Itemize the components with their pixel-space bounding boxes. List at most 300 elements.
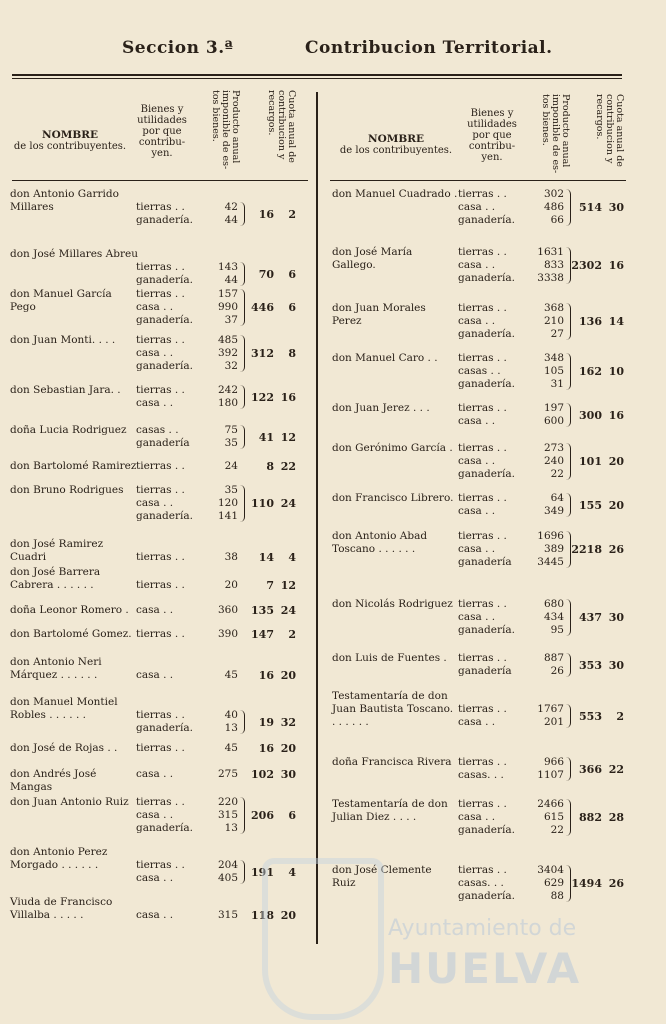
product-value: 27 xyxy=(550,328,564,340)
product-value: 485 xyxy=(217,334,238,346)
product-value: 390 xyxy=(217,628,238,640)
annual-quota xyxy=(568,259,624,272)
property-type: casa . . xyxy=(136,301,174,313)
product-value: 42 xyxy=(224,201,238,213)
contributor-name: don Gerónimo García . xyxy=(332,442,453,454)
property-types xyxy=(458,756,507,782)
annual-quota xyxy=(240,604,296,617)
property-types xyxy=(458,798,515,837)
product-value: 2466 xyxy=(537,798,564,810)
property-type: casa . . xyxy=(136,604,174,616)
quota-reales: 437 xyxy=(579,611,602,624)
property-type: ganadería. xyxy=(136,510,193,522)
property-types xyxy=(458,530,512,569)
quota-reales: 41 xyxy=(258,430,274,444)
taxable-products xyxy=(200,796,238,835)
taxable-products xyxy=(200,709,238,735)
property-type: ganadería. xyxy=(458,890,515,902)
product-value: 88 xyxy=(550,890,564,902)
quota-reales: 16 xyxy=(258,742,274,755)
product-value: 45 xyxy=(224,742,238,754)
property-type: ganadería. xyxy=(458,468,515,480)
header-nombre-left: NOMBRE de los contribuyentes. xyxy=(13,129,127,152)
product-value: 990 xyxy=(217,301,238,313)
watermark-line2: HUELVA xyxy=(388,944,582,993)
contributor-name: don Manuel Cuadrado . xyxy=(332,188,458,200)
property-type: tierras . . xyxy=(458,530,507,542)
property-type: ganadería. xyxy=(136,722,193,734)
quota-maravedis: 26 xyxy=(608,543,624,556)
product-value: 37 xyxy=(224,314,238,326)
annual-quota xyxy=(240,347,296,360)
product-value: 434 xyxy=(543,611,564,623)
annual-quota xyxy=(240,742,296,755)
property-type: casa . . xyxy=(458,716,496,728)
quota-maravedis: 20 xyxy=(608,455,624,468)
annual-quota xyxy=(240,768,296,781)
property-type: tierras . . xyxy=(458,598,507,610)
annual-quota xyxy=(240,628,296,641)
property-type: ganadería. xyxy=(136,822,193,834)
contributor-name: don Francisco Librero. xyxy=(332,492,454,504)
quota-reales: 191 xyxy=(251,865,274,879)
property-type: ganadería. xyxy=(458,378,515,390)
property-type: tierras . . xyxy=(458,302,507,314)
contributor-name: don Nicolás Rodriguez xyxy=(332,598,453,610)
taxable-products xyxy=(200,288,238,327)
property-type: casa . . xyxy=(136,909,174,921)
quota-maravedis: 4 xyxy=(288,865,296,879)
quota-maravedis: 20 xyxy=(280,669,296,682)
contributor-name: don José Clemente Ruiz xyxy=(332,864,432,889)
property-type: ganadería. xyxy=(458,624,515,636)
taxable-products xyxy=(526,442,564,481)
quota-reales: 16 xyxy=(258,207,274,221)
header-bienes-right: Bienes y utilidades por que contribu-yen. xyxy=(467,108,517,163)
taxable-products xyxy=(526,188,564,227)
quota-maravedis: 2 xyxy=(288,628,296,641)
quota-reales: 19 xyxy=(258,715,274,729)
property-type: casas. . . xyxy=(458,769,504,781)
quota-maravedis: 6 xyxy=(288,809,296,822)
product-value: 887 xyxy=(543,652,564,664)
product-value: 40 xyxy=(224,709,238,721)
property-types xyxy=(458,703,507,729)
contributor-name: don Sebastian Jara. . xyxy=(10,384,121,396)
product-value: 3404 xyxy=(537,864,564,876)
annual-quota xyxy=(568,611,624,624)
property-types xyxy=(136,334,193,373)
property-types xyxy=(136,909,173,922)
quota-maravedis: 30 xyxy=(608,611,624,624)
top-rule-thin xyxy=(12,78,622,79)
property-type: casa . . xyxy=(136,872,174,884)
property-type: tierras . . xyxy=(136,384,185,396)
property-type: ganadería. xyxy=(136,360,193,372)
property-type: casa . . xyxy=(458,259,496,271)
contributor-name: Viuda de Francisco Villalba . . . . . xyxy=(10,896,113,921)
property-types xyxy=(458,598,515,637)
section-number: Seccion 3.ª xyxy=(122,38,234,58)
quota-maravedis: 20 xyxy=(280,909,296,922)
property-types xyxy=(136,201,193,227)
taxable-products xyxy=(200,460,238,473)
taxable-products xyxy=(526,402,564,428)
quota-reales: 14 xyxy=(258,551,274,564)
quota-reales: 16 xyxy=(258,669,274,682)
contributor-name: Testamentaría de don Julian Diez . . . . xyxy=(332,798,448,823)
product-value: 486 xyxy=(543,201,564,213)
annual-quota xyxy=(240,497,296,510)
contributor-name: doña Francisca Rivera xyxy=(332,756,452,768)
taxable-products xyxy=(200,424,238,450)
contributor-name: don José Ramirez Cuadri xyxy=(10,538,104,563)
property-type: ganadería. xyxy=(458,272,515,284)
product-value: 1696 xyxy=(537,530,564,542)
quota-reales: 353 xyxy=(579,658,602,672)
property-types xyxy=(458,864,515,903)
taxable-products xyxy=(200,484,238,523)
product-value: 44 xyxy=(224,214,238,226)
property-types xyxy=(136,579,185,592)
product-value: 44 xyxy=(224,274,238,286)
contributor-name: don José Barrera Cabrera . . . . . . xyxy=(10,566,101,591)
contributor-name: don José de Rojas . . xyxy=(10,742,118,754)
quota-maravedis: 30 xyxy=(608,658,624,672)
property-type: ganadería xyxy=(458,556,512,568)
column-divider xyxy=(316,92,318,944)
header-bottom-rule-left xyxy=(12,180,308,181)
property-type: casas . . xyxy=(136,424,179,436)
property-type: casa . . xyxy=(458,543,496,555)
property-type: tierras . . xyxy=(136,288,185,300)
quota-maravedis: 26 xyxy=(608,877,624,890)
product-value: 360 xyxy=(217,604,238,616)
property-type: casa . . xyxy=(458,811,496,823)
taxable-products xyxy=(200,261,238,287)
property-types xyxy=(136,768,173,781)
taxable-products xyxy=(526,703,564,729)
annual-quota xyxy=(568,659,624,672)
contributor-name: don Juan Jerez . . . xyxy=(332,402,430,414)
top-rule xyxy=(12,74,622,76)
product-value: 13 xyxy=(224,822,238,834)
annual-quota xyxy=(568,409,624,422)
annual-quota xyxy=(568,710,624,723)
property-types xyxy=(136,261,193,287)
quota-reales: 366 xyxy=(579,762,602,776)
property-type: tierras . . xyxy=(458,652,507,664)
property-type: ganadería. xyxy=(458,824,515,836)
taxable-products xyxy=(200,551,238,564)
annual-quota xyxy=(568,365,624,378)
product-value: 273 xyxy=(543,442,564,454)
taxable-products xyxy=(526,492,564,518)
quota-maravedis: 30 xyxy=(608,201,624,214)
product-value: 45 xyxy=(224,669,238,681)
quota-reales: 122 xyxy=(251,390,274,404)
quota-maravedis: 6 xyxy=(288,267,296,281)
taxable-products xyxy=(526,798,564,837)
product-value: 66 xyxy=(550,214,564,226)
property-type: ganadería. xyxy=(136,214,193,226)
taxable-products xyxy=(200,334,238,373)
product-value: 3338 xyxy=(537,272,564,284)
taxable-products xyxy=(200,384,238,410)
product-value: 600 xyxy=(543,415,564,427)
product-value: 201 xyxy=(543,716,564,728)
quota-maravedis: 16 xyxy=(608,259,624,272)
header-cuota-right: Cuota anual de contribucion y recargos. xyxy=(594,94,625,167)
product-value: 220 xyxy=(217,796,238,808)
product-value: 24 xyxy=(224,460,238,472)
property-types xyxy=(458,652,512,678)
quota-reales: 2302 xyxy=(571,259,602,272)
taxable-products xyxy=(526,864,564,903)
product-value: 349 xyxy=(543,505,564,517)
quota-maravedis: 2 xyxy=(616,709,624,723)
property-type: tierras . . xyxy=(458,352,507,364)
product-value: 966 xyxy=(543,756,564,768)
product-value: 204 xyxy=(217,859,238,871)
property-type: casa . . xyxy=(458,415,496,427)
quota-maravedis: 14 xyxy=(608,315,624,328)
property-type: tierras . . xyxy=(136,484,185,496)
quota-reales: 514 xyxy=(579,201,602,214)
taxable-products xyxy=(526,246,564,285)
product-value: 26 xyxy=(550,665,564,677)
property-type: casas . . xyxy=(458,365,501,377)
property-types xyxy=(458,302,515,341)
property-type: tierras . . xyxy=(136,859,185,871)
quota-reales: 102 xyxy=(251,768,274,781)
quota-maravedis: 24 xyxy=(280,604,296,617)
quota-reales: 446 xyxy=(251,301,274,314)
contributor-name: don Juan Morales Perez xyxy=(332,302,426,327)
product-value: 368 xyxy=(543,302,564,314)
taxable-products xyxy=(526,352,564,391)
annual-quota xyxy=(240,716,296,729)
property-type: tierras . . xyxy=(136,201,185,213)
taxable-products xyxy=(200,628,238,641)
taxable-products xyxy=(200,201,238,227)
annual-quota xyxy=(568,877,624,890)
quota-maravedis: 8 xyxy=(288,347,296,360)
property-type: casa . . xyxy=(136,669,174,681)
property-type: casa . . xyxy=(136,768,174,780)
contributor-name: don Antonio Abad Toscano . . . . . . xyxy=(332,530,428,555)
taxable-products xyxy=(200,579,238,592)
product-value: 242 xyxy=(217,384,238,396)
quota-maravedis: 32 xyxy=(280,715,296,729)
product-value: 275 xyxy=(217,768,238,780)
property-type: casa . . xyxy=(458,505,496,517)
contributor-name: don Andrés José Mangas xyxy=(10,768,97,793)
property-type: ganadería xyxy=(136,437,190,449)
property-types xyxy=(458,352,515,391)
property-type: ganadería. xyxy=(136,314,193,326)
taxable-products xyxy=(526,652,564,678)
property-type: tierras . . xyxy=(458,756,507,768)
contributor-name: don Manuel García Pego xyxy=(10,288,112,313)
property-type: tierras . . xyxy=(136,709,185,721)
product-value: 348 xyxy=(543,352,564,364)
annual-quota xyxy=(240,551,296,564)
quota-reales: 312 xyxy=(251,347,274,360)
property-type: tierras . . xyxy=(136,579,185,591)
taxable-products xyxy=(200,669,238,682)
product-value: 75 xyxy=(224,424,238,436)
property-types xyxy=(458,188,515,227)
product-value: 105 xyxy=(543,365,564,377)
contributor-name: don Bruno Rodrigues xyxy=(10,484,124,496)
property-type: tierras . . xyxy=(458,864,507,876)
product-value: 197 xyxy=(543,402,564,414)
annual-quota xyxy=(240,579,296,592)
quota-reales: 110 xyxy=(251,497,274,510)
contributor-name: don Juan Antonio Ruiz xyxy=(10,796,129,808)
quota-maravedis: 20 xyxy=(280,742,296,755)
watermark-line1: Ayuntamiento de xyxy=(388,916,577,941)
property-type: tierras . . xyxy=(136,742,185,754)
header-cuota-left: Cuota anual de contribucion y recargos. xyxy=(266,90,297,163)
annual-quota xyxy=(568,499,624,512)
product-value: 20 xyxy=(224,579,238,591)
property-type: tierras . . xyxy=(458,402,507,414)
contributor-name: Testamentaría de don Juan Bautista Toscano. . . . . . . xyxy=(332,690,454,728)
quota-maravedis: 22 xyxy=(280,460,296,473)
quota-maravedis: 20 xyxy=(608,498,624,512)
taxable-products xyxy=(526,598,564,637)
annual-quota xyxy=(240,268,296,281)
property-type: casa . . xyxy=(136,347,174,359)
header-producto-right: Producto anual imponible de es-tos bienes. xyxy=(540,94,571,174)
product-value: 120 xyxy=(217,497,238,509)
product-value: 157 xyxy=(217,288,238,300)
quota-reales: 135 xyxy=(251,604,274,617)
contributor-name: don Bartolomé Ramirez xyxy=(10,460,137,472)
quota-reales: 8 xyxy=(266,460,274,473)
property-type: tierras . . xyxy=(458,798,507,810)
product-value: 141 xyxy=(217,510,238,522)
contributor-name: don Antonio Garrido Millares xyxy=(10,188,119,213)
contributor-name: don Bartolomé Gomez. xyxy=(10,628,132,640)
property-type: casa . . xyxy=(136,497,174,509)
property-types xyxy=(136,551,185,564)
product-value: 35 xyxy=(224,484,238,496)
quota-reales: 2218 xyxy=(571,543,602,556)
property-types xyxy=(136,669,173,682)
contributor-name: don José Millares Abreu xyxy=(10,248,138,260)
quota-maravedis: 22 xyxy=(608,762,624,776)
product-value: 38 xyxy=(224,551,238,563)
property-type: tierras . . xyxy=(136,460,185,472)
annual-quota xyxy=(240,460,296,473)
annual-quota xyxy=(568,201,624,214)
product-value: 64 xyxy=(550,492,564,504)
property-types xyxy=(136,460,185,473)
annual-quota xyxy=(240,391,296,404)
property-type: casas. . . xyxy=(458,877,504,889)
annual-quota xyxy=(240,431,296,444)
product-value: 392 xyxy=(217,347,238,359)
product-value: 240 xyxy=(543,455,564,467)
product-value: 680 xyxy=(543,598,564,610)
quota-reales: 101 xyxy=(579,455,602,468)
header-nombre-right: NOMBRE de los contribuyentes. xyxy=(339,133,453,156)
product-value: 22 xyxy=(550,468,564,480)
property-types xyxy=(136,384,185,410)
quota-maravedis: 16 xyxy=(280,390,296,404)
quota-reales: 206 xyxy=(251,809,274,822)
property-types xyxy=(136,604,173,617)
annual-quota xyxy=(568,811,624,824)
quota-maravedis: 10 xyxy=(608,365,624,378)
annual-quota xyxy=(568,455,624,468)
property-type: tierras . . xyxy=(136,551,185,563)
property-type: tierras . . xyxy=(136,334,185,346)
taxable-products xyxy=(526,302,564,341)
product-value: 180 xyxy=(217,397,238,409)
product-value: 35 xyxy=(224,437,238,449)
contributor-name: don Juan Monti. . . . xyxy=(10,334,116,346)
contributor-name: doña Lucia Rodriguez xyxy=(10,424,127,436)
taxable-products xyxy=(200,909,238,922)
property-type: tierras . . xyxy=(136,628,185,640)
product-value: 1767 xyxy=(537,703,564,715)
coat-of-arms-watermark xyxy=(262,858,384,1020)
taxable-products xyxy=(200,768,238,781)
property-type: tierras . . xyxy=(458,703,507,715)
quota-maravedis: 16 xyxy=(608,408,624,422)
contributor-name: don Antonio Neri Márquez . . . . . . xyxy=(10,656,102,681)
product-value: 315 xyxy=(217,809,238,821)
product-value: 302 xyxy=(543,188,564,200)
property-type: tierras . . xyxy=(458,492,507,504)
property-type: casa . . xyxy=(458,201,496,213)
product-value: 629 xyxy=(543,877,564,889)
contributor-name: don Antonio Perez Morgado . . . . . . xyxy=(10,846,108,871)
taxable-products xyxy=(200,742,238,755)
contributor-name: don José María Gallego. xyxy=(332,246,413,271)
quota-reales: 553 xyxy=(579,709,602,723)
property-type: ganadería. xyxy=(136,274,193,286)
taxable-products xyxy=(200,859,238,885)
taxable-products xyxy=(526,530,564,569)
quota-reales: 1494 xyxy=(571,877,602,890)
property-type: tierras . . xyxy=(458,246,507,258)
property-types xyxy=(136,288,193,327)
contributor-name: doña Leonor Romero . xyxy=(10,604,129,616)
property-types xyxy=(458,402,507,428)
quota-reales: 70 xyxy=(258,267,274,281)
property-type: casa . . xyxy=(458,611,496,623)
product-value: 210 xyxy=(543,315,564,327)
quota-maravedis: 24 xyxy=(280,497,296,510)
product-value: 95 xyxy=(550,624,564,636)
page-title: Contribucion Territorial. xyxy=(305,38,553,58)
property-types xyxy=(136,484,193,523)
quota-reales: 147 xyxy=(251,628,274,641)
property-type: ganadería. xyxy=(458,214,515,226)
quota-reales: 155 xyxy=(579,498,602,512)
annual-quota xyxy=(568,315,624,328)
quota-reales: 118 xyxy=(251,909,274,922)
property-types xyxy=(136,709,193,735)
product-value: 833 xyxy=(543,259,564,271)
property-type: casa . . xyxy=(458,455,496,467)
page-header xyxy=(0,38,666,64)
